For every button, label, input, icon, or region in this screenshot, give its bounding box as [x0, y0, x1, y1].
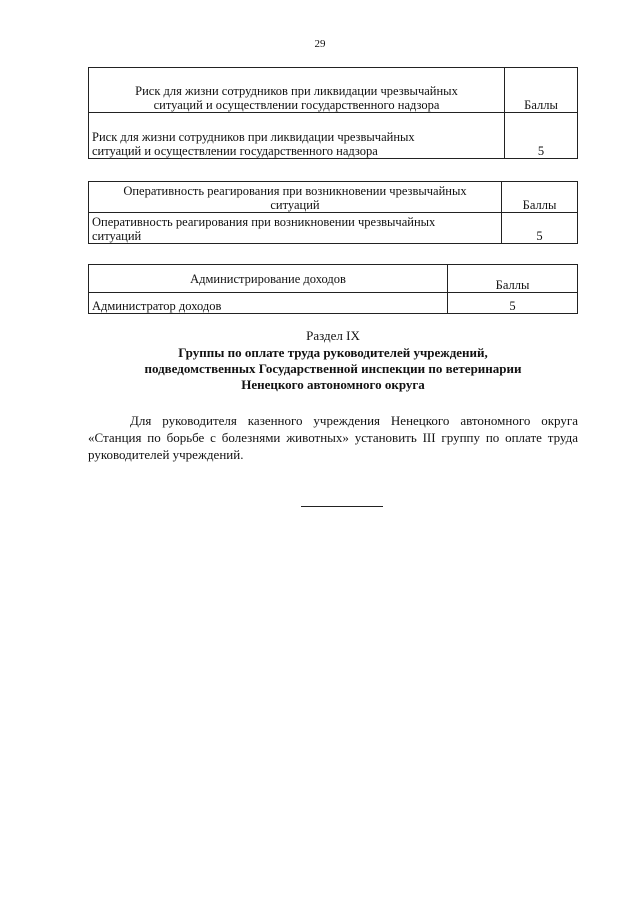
table-header-row	[89, 68, 578, 113]
header-criterion: Риск для жизни сотрудников при ликвидации чрезвычайных ситуаций и осуществлении государственного надзора	[89, 68, 505, 113]
section-number: Раздел IX	[306, 328, 360, 343]
header-criterion: Администрирование доходов	[89, 265, 448, 293]
section-title: Группы по оплате труда руководителей учреждений, подведомственных Государственной инспекции по ветеринарии Ненецкого автономного округа	[144, 345, 522, 392]
table-header-row	[89, 182, 578, 213]
table-header-row	[89, 265, 578, 293]
row-score: 5	[502, 213, 578, 244]
row-criterion: Риск для жизни сотрудников при ликвидации чрезвычайных ситуаций и осуществлении государственного надзора	[89, 113, 505, 159]
row-criterion: Администратор доходов	[89, 293, 448, 314]
page-number: 29	[314, 38, 326, 50]
header-score: Баллы	[448, 265, 578, 293]
table-row	[89, 213, 578, 244]
header-score: Баллы	[502, 182, 578, 213]
criteria-table-revenue	[88, 264, 578, 314]
closing-rule	[301, 506, 383, 507]
row-score: 5	[505, 113, 578, 159]
table-row	[89, 293, 578, 314]
body-paragraph: Для руководителя казенного учреждения Ненецкого автономного округа «Станция по борьбе с болезнями животных» установить III группу по оплате труда руководителей учреждений.	[88, 413, 578, 462]
row-criterion: Оперативность реагирования при возникновении чрезвычайных ситуаций	[89, 213, 502, 244]
table-row	[89, 113, 578, 159]
row-score: 5	[448, 293, 578, 314]
header-score: Баллы	[505, 68, 578, 113]
criteria-table-response	[88, 181, 578, 244]
header-criterion: Оперативность реагирования при возникновении чрезвычайных ситуаций	[89, 182, 502, 213]
criteria-table-risk	[88, 67, 578, 159]
